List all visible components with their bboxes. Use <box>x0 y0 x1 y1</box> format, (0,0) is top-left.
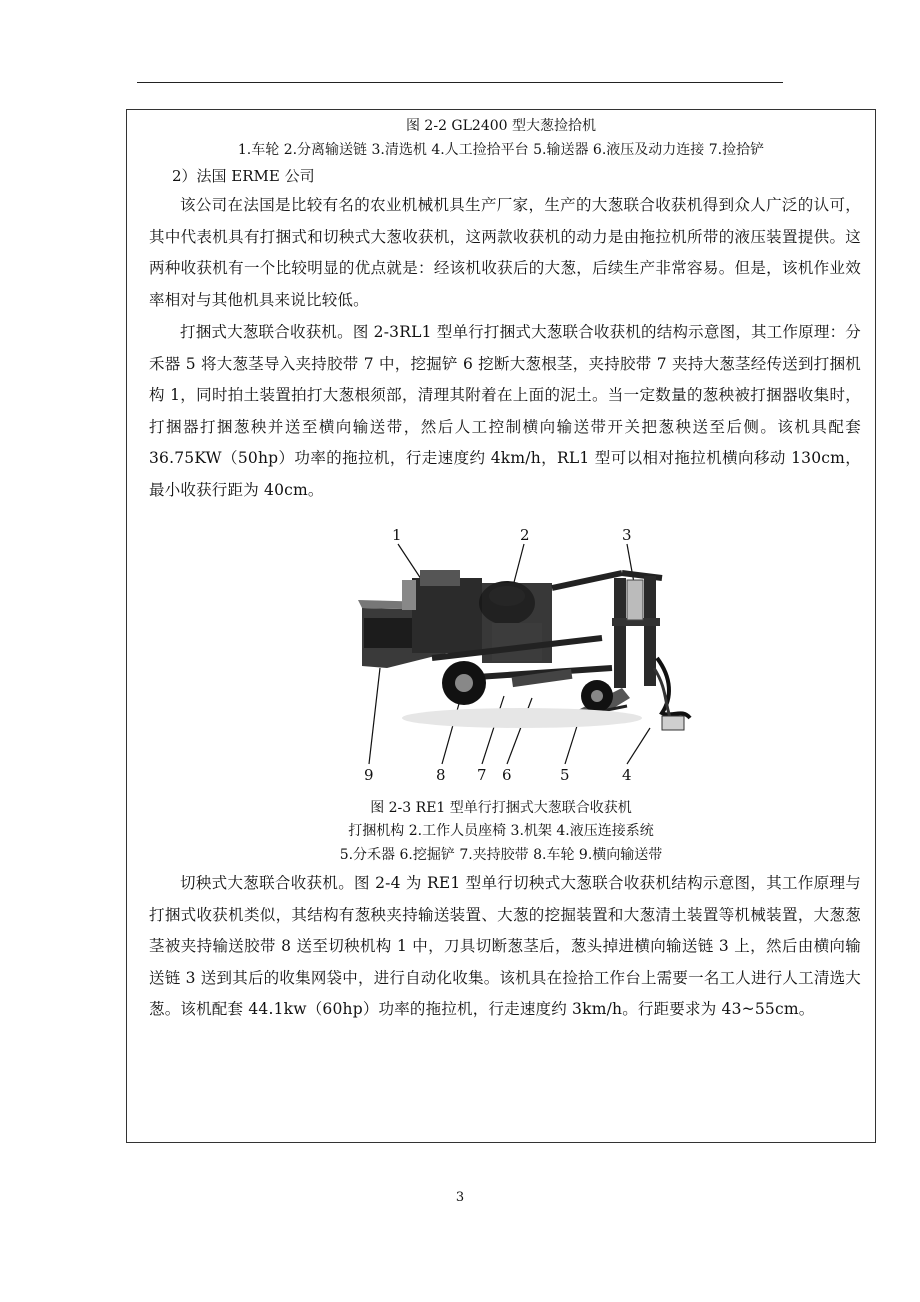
callout-label: 6 <box>502 766 512 784</box>
harvester-illustration <box>364 518 677 784</box>
header-rule <box>137 82 783 83</box>
callout-label: 3 <box>622 526 632 544</box>
paragraph-3: 切秧式大葱联合收获机。图 2-4 为 RE1 型单行切秧式大葱联合收获机结构示意图，其工作原理与打捆式收获机类似，其结构有葱秧夹持输送装置、大葱的挖掘装置和大葱清土装置等机械装置，大葱葱茎被夹持输送胶带 8 送至切秧机构 1 中，刀具切断葱茎后，葱头掉进横向输送链 3 上，然后由横向输送链 3 送到其后的收集网袋中，进行自动化收集。该机具在捡拾工作台上需要一名工人进行人工清选大葱。该机配套 44.1kw（60hp）功率的拖拉机，行走速度约 3km/h。行距要求为 43~55cm。 <box>149 874 861 1018</box>
content-frame <box>126 109 876 1143</box>
callout-label: 4 <box>622 766 632 784</box>
callout-label: 8 <box>436 766 446 784</box>
callout-label: 5 <box>560 766 570 784</box>
figure-2-3-legend-line-1: 打捆机构 2.工作人员座椅 3.机架 4.液压连接系统 <box>348 823 654 839</box>
paragraph-1: 该公司在法国是比较有名的农业机械机具生产厂家，生产的大葱联合收获机得到众人广泛的认可，其中代表机具有打捆式和切秧式大葱收获机，这两款收获机的动力是由拖拉机所带的液压装置提供。这两种收获机有一个比较明显的优点就是：经该机收获后的大葱，后续生产非常容易。但是，该机作业效率相对与其他机具来说比较低。 <box>149 196 861 309</box>
callout-label: 2 <box>520 526 530 544</box>
figure-2-2-title: 图 2-2 GL2400 型大葱捡拾机 <box>405 118 596 134</box>
figure-2-3-title: 图 2-3 RE1 型单行打捆式大葱联合收获机 <box>370 800 632 816</box>
callout-label: 7 <box>477 766 487 784</box>
callout-label: 1 <box>392 526 402 544</box>
paragraph-2: 打捆式大葱联合收获机。图 2-3RL1 型单行打捆式大葱联合收获机的结构示意图，其工作原理：分禾器 5 将大葱茎导入夹持胶带 7 中，挖掘铲 6 挖断大葱根茎，夹持胶带 7 夹持大葱茎经传送到打捆机构 1，同时拍土装置拍打大葱根须部，清理其附着在上面的泥土。当一定数量的葱秧被打捆器收集时，打捆器打捆葱秧并送至横向输送带，然后人工控制横向输送带开关把葱秧送至后侧。该机具配套 36.75KW（50hp）功率的拖拉机，行走速度约 4km/h，RL1 型可以相对拖拉机横向移动 130cm，最小收获行距为 40cm。 <box>149 323 861 499</box>
callout-label: 9 <box>364 766 374 784</box>
page-number: 3 <box>455 1190 465 1205</box>
figure-2-2-legend: 1.车轮 2.分离输送链 3.清选机 4.人工捡拾平台 5.输送器 6.液压及动力连接 7.捡拾铲 <box>237 142 765 158</box>
harvester-photo <box>364 518 677 784</box>
section-heading: 2）法国 ERME 公司 <box>172 167 315 185</box>
figure-2-3-legend-line-2: 5.分禾器 6.挖掘铲 7.夹持胶带 8.车轮 9.横向输送带 <box>339 847 663 863</box>
